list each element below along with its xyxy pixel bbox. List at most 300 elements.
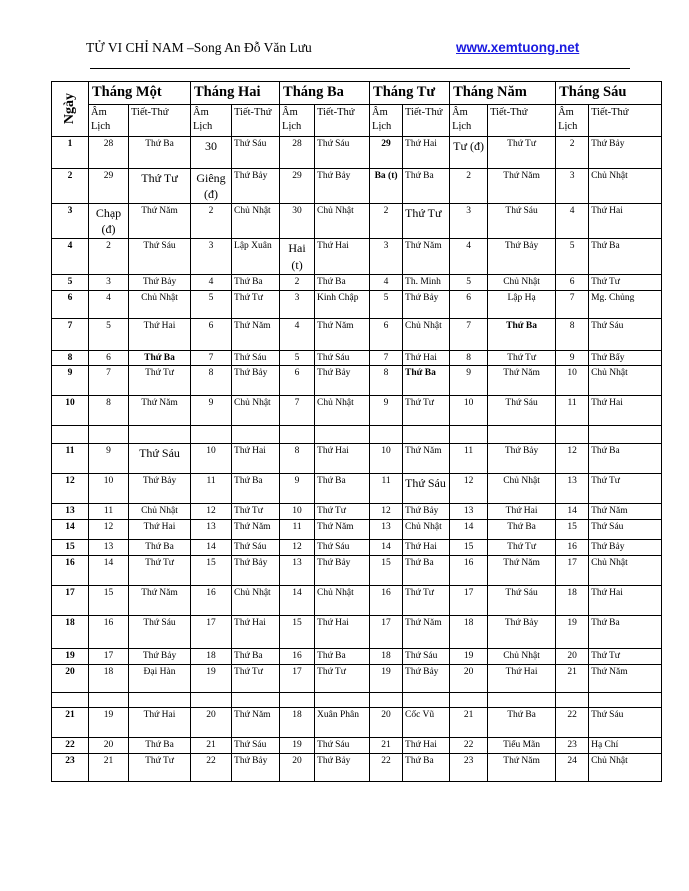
term-weekday-cell: Chủ Nhật: [488, 474, 556, 504]
empty-cell: [450, 692, 488, 707]
lunar-date-cell: 29: [89, 168, 129, 203]
table-row: [52, 753, 662, 781]
lunar-date-cell: 6: [280, 366, 315, 396]
term-weekday-cell: Thứ Bẩy: [589, 350, 662, 366]
lunar-date-cell: 16: [191, 585, 232, 615]
lunar-date-cell: 20: [89, 737, 129, 753]
lunar-date-cell: 30: [191, 136, 232, 168]
lunar-date-cell: 14: [370, 540, 403, 556]
term-weekday-cell: Thứ Năm: [315, 520, 370, 540]
lunar-date-cell: 14: [450, 520, 488, 540]
term-weekday-cell: Thứ Sáu: [589, 520, 662, 540]
lunar-date-header: Âm Lịch: [280, 104, 315, 136]
empty-cell: [89, 692, 129, 707]
lunar-date-cell: 18: [280, 707, 315, 737]
lunar-date-cell: 2: [556, 136, 589, 168]
day-number-cell: 21: [52, 707, 89, 737]
day-number-cell: 9: [52, 366, 89, 396]
lunar-date-cell: 20: [191, 707, 232, 737]
lunar-date-cell: 12: [450, 474, 488, 504]
lunar-date-cell: 8: [191, 366, 232, 396]
website-link[interactable]: www.xemtuong.net: [456, 40, 580, 55]
term-weekday-cell: Thứ Năm: [488, 753, 556, 781]
term-weekday-cell: Thứ Hai: [315, 615, 370, 648]
spacer-row: [52, 426, 662, 444]
term-weekday-cell: Chủ Nhật: [403, 520, 450, 540]
lunar-date-cell: 20: [280, 753, 315, 781]
term-weekday-cell: Thứ Bảy: [589, 540, 662, 556]
empty-cell: [556, 692, 589, 707]
lunar-date-cell: 7: [450, 318, 488, 350]
lunar-date-cell: 13: [89, 540, 129, 556]
lunar-date-cell: 19: [450, 648, 488, 664]
term-weekday-cell: Thứ Sáu: [315, 136, 370, 168]
term-weekday-cell: Thứ Năm: [403, 615, 450, 648]
term-weekday-cell: Chủ Nhật: [129, 290, 191, 318]
term-weekday-cell: Thứ Năm: [232, 318, 280, 350]
term-weekday-cell: Chủ Nhật: [315, 396, 370, 426]
term-weekday-cell: Thứ Năm: [488, 168, 556, 203]
table-row: [52, 274, 662, 290]
lunar-date-cell: 6: [370, 318, 403, 350]
term-weekday-cell: Thứ Sáu: [589, 707, 662, 737]
solar-term-weekday-header: Tiết-Thứ: [315, 104, 370, 136]
lunar-date-cell: 19: [191, 664, 232, 692]
lunar-date-header: Âm Lịch: [89, 104, 129, 136]
lunar-date-cell: 9: [280, 474, 315, 504]
term-weekday-cell: Thứ Sáu: [232, 136, 280, 168]
term-weekday-cell: Thứ Ba: [403, 753, 450, 781]
lunar-date-header: Âm Lịch: [556, 104, 589, 136]
lunar-date-cell: 14: [280, 585, 315, 615]
term-weekday-cell: Thứ Bảy: [129, 274, 191, 290]
term-weekday-cell: Thứ Hai: [403, 737, 450, 753]
empty-cell: [370, 426, 403, 444]
lunar-date-cell: 9: [556, 350, 589, 366]
term-weekday-cell: Tiểu Mãn: [488, 737, 556, 753]
term-weekday-cell: Mg. Chủng: [589, 290, 662, 318]
term-weekday-cell: Thứ Bảy: [589, 136, 662, 168]
table-row: [52, 615, 662, 648]
term-weekday-cell: Thứ Hai: [232, 444, 280, 474]
term-weekday-cell: Thứ Sáu: [129, 239, 191, 274]
empty-cell: [450, 426, 488, 444]
lunar-date-cell: 8: [450, 350, 488, 366]
term-weekday-cell: Chủ Nhật: [589, 753, 662, 781]
term-weekday-cell: Thứ Bảy: [315, 753, 370, 781]
term-weekday-cell: Thứ Ba: [403, 366, 450, 396]
lunar-date-cell: 6: [89, 350, 129, 366]
lunar-date-cell: 17: [370, 615, 403, 648]
term-weekday-cell: Chủ Nhật: [315, 203, 370, 238]
term-weekday-cell: Thứ Năm: [232, 520, 280, 540]
empty-cell: [191, 692, 232, 707]
month-header-5: Tháng Năm: [450, 82, 556, 105]
term-weekday-cell: Thứ Ba: [129, 737, 191, 753]
lunar-date-cell: 4: [191, 274, 232, 290]
lunar-date-cell: 2: [370, 203, 403, 238]
term-weekday-cell: Thứ Năm: [403, 239, 450, 274]
term-weekday-cell: Thứ Năm: [232, 707, 280, 737]
term-weekday-cell: Thứ Hai: [232, 615, 280, 648]
lunar-date-cell: 16: [556, 540, 589, 556]
term-weekday-cell: Thứ Ba: [589, 239, 662, 274]
lunar-date-cell: 17: [89, 648, 129, 664]
table-row: [52, 585, 662, 615]
term-weekday-cell: Thứ Hai: [129, 707, 191, 737]
day-number-cell: 17: [52, 585, 89, 615]
table-row: [52, 648, 662, 664]
lunar-date-cell: Giêng (đ): [191, 168, 232, 203]
term-weekday-cell: Thứ Ba: [232, 274, 280, 290]
term-weekday-cell: Thứ Bảy: [403, 664, 450, 692]
lunar-date-cell: 9: [450, 366, 488, 396]
empty-cell: [556, 426, 589, 444]
lunar-date-cell: 17: [280, 664, 315, 692]
lunar-date-cell: 17: [191, 615, 232, 648]
lunar-date-cell: 6: [556, 274, 589, 290]
term-weekday-cell: Thứ Bảy: [403, 504, 450, 520]
term-weekday-cell: Thứ Ba: [488, 707, 556, 737]
term-weekday-cell: Thứ Sáu: [232, 737, 280, 753]
term-weekday-cell: Chủ Nhật: [488, 648, 556, 664]
empty-cell: [280, 692, 315, 707]
day-number-cell: 14: [52, 520, 89, 540]
empty-cell: [129, 692, 191, 707]
lunar-date-cell: 12: [280, 540, 315, 556]
lunar-date-cell: 11: [556, 396, 589, 426]
term-weekday-cell: Thứ Năm: [589, 504, 662, 520]
table-row: [52, 318, 662, 350]
lunar-date-cell: 8: [556, 318, 589, 350]
term-weekday-cell: Thứ Bảy: [315, 555, 370, 585]
lunar-date-cell: 15: [191, 555, 232, 585]
day-number-cell: 3: [52, 203, 89, 238]
lunar-date-cell: 20: [450, 664, 488, 692]
term-weekday-cell: Thứ Hai: [488, 664, 556, 692]
lunar-date-cell: 22: [556, 707, 589, 737]
lunar-date-cell: 10: [370, 444, 403, 474]
day-number-cell: 15: [52, 540, 89, 556]
day-number-cell: 5: [52, 274, 89, 290]
lunar-date-cell: 18: [450, 615, 488, 648]
lunar-date-cell: 30: [280, 203, 315, 238]
term-weekday-cell: Thứ Ba: [589, 444, 662, 474]
term-weekday-cell: Thứ Bảy: [232, 555, 280, 585]
lunar-date-header: Âm Lịch: [450, 104, 488, 136]
term-weekday-cell: Thứ Tư: [232, 290, 280, 318]
month-header-3: Tháng Ba: [280, 82, 370, 105]
empty-cell: [589, 426, 662, 444]
empty-cell: [129, 426, 191, 444]
empty-cell: [232, 426, 280, 444]
term-weekday-cell: Thứ Sáu: [232, 350, 280, 366]
term-weekday-cell: Thứ Tư: [403, 396, 450, 426]
lunar-date-cell: 21: [89, 753, 129, 781]
term-weekday-cell: Thứ Sáu: [488, 203, 556, 238]
lunar-date-cell: 8: [280, 444, 315, 474]
table-row: [52, 444, 662, 474]
lunar-date-cell: 9: [370, 396, 403, 426]
lunar-date-cell: 12: [556, 444, 589, 474]
day-number-cell: 16: [52, 555, 89, 585]
lunar-date-cell: 4: [556, 203, 589, 238]
term-weekday-cell: Thứ Hai: [589, 585, 662, 615]
lunar-date-cell: 10: [280, 504, 315, 520]
term-weekday-cell: Thứ Bảy: [488, 239, 556, 274]
lunar-date-cell: 12: [89, 520, 129, 540]
day-number-cell: 18: [52, 615, 89, 648]
term-weekday-cell: Thứ Năm: [315, 318, 370, 350]
lunar-date-cell: 11: [370, 474, 403, 504]
lunar-date-cell: Hai (t): [280, 239, 315, 274]
term-weekday-cell: Thứ Ba: [129, 350, 191, 366]
month-header-4: Tháng Tư: [370, 82, 450, 105]
lunar-date-cell: 21: [370, 737, 403, 753]
term-weekday-cell: Thứ Hai: [403, 136, 450, 168]
spacer-row: [52, 692, 662, 707]
lunar-date-cell: 3: [191, 239, 232, 274]
table-row: [52, 168, 662, 203]
lunar-date-cell: 23: [450, 753, 488, 781]
lunar-date-cell: 3: [89, 274, 129, 290]
term-weekday-cell: Thứ Tư: [129, 168, 191, 203]
term-weekday-cell: Thứ Tư: [589, 648, 662, 664]
lunar-date-cell: 7: [191, 350, 232, 366]
day-number-cell: 12: [52, 474, 89, 504]
term-weekday-cell: Thứ Tư: [315, 664, 370, 692]
lunar-date-cell: 11: [450, 444, 488, 474]
lunar-date-cell: 3: [370, 239, 403, 274]
lunar-date-cell: 5: [280, 350, 315, 366]
table-row: [52, 664, 662, 692]
term-weekday-cell: Thứ Ba: [403, 168, 450, 203]
empty-cell: [280, 426, 315, 444]
lunar-date-cell: 7: [89, 366, 129, 396]
term-weekday-cell: Thứ Ba: [129, 540, 191, 556]
term-weekday-cell: Thứ Bảy: [403, 290, 450, 318]
term-weekday-cell: Chủ Nhật: [589, 168, 662, 203]
month-header-1: Tháng Một: [89, 82, 191, 105]
table-row: [52, 504, 662, 520]
lunar-date-cell: 4: [89, 290, 129, 318]
table-row: [52, 350, 662, 366]
lunar-date-cell: 11: [191, 474, 232, 504]
lunar-date-cell: 15: [370, 555, 403, 585]
lunar-date-cell: 14: [89, 555, 129, 585]
term-weekday-cell: Hạ Chí: [589, 737, 662, 753]
day-number-cell: 4: [52, 239, 89, 274]
lunar-date-cell: 28: [280, 136, 315, 168]
solar-term-weekday-header: Tiết-Thứ: [129, 104, 191, 136]
term-weekday-cell: Lập Hạ: [488, 290, 556, 318]
term-weekday-cell: Chủ Nhật: [403, 318, 450, 350]
lunar-date-cell: 16: [89, 615, 129, 648]
lunar-date-cell: 10: [89, 474, 129, 504]
term-weekday-cell: Thứ Ba: [315, 274, 370, 290]
day-number-cell: 19: [52, 648, 89, 664]
lunar-date-cell: 14: [556, 504, 589, 520]
term-weekday-cell: Thứ Tư: [129, 366, 191, 396]
empty-cell: [488, 692, 556, 707]
term-weekday-cell: Thứ Ba: [488, 520, 556, 540]
term-weekday-cell: Thứ Sáu: [129, 615, 191, 648]
empty-cell: [403, 426, 450, 444]
lunar-date-cell: 7: [370, 350, 403, 366]
term-weekday-cell: Thứ Ba: [488, 318, 556, 350]
lunar-calendar-table: [51, 81, 662, 782]
lunar-date-cell: 4: [370, 274, 403, 290]
term-weekday-cell: Chủ Nhật: [589, 366, 662, 396]
solar-term-weekday-header: Tiết-Thứ: [232, 104, 280, 136]
term-weekday-cell: Thứ Ba: [232, 474, 280, 504]
term-weekday-cell: Thứ Sáu: [315, 350, 370, 366]
day-number-cell: 22: [52, 737, 89, 753]
day-number-cell: 20: [52, 664, 89, 692]
lunar-date-cell: 5: [89, 318, 129, 350]
lunar-date-cell: 9: [89, 444, 129, 474]
lunar-date-cell: 7: [556, 290, 589, 318]
table-row: [52, 707, 662, 737]
lunar-date-cell: 10: [450, 396, 488, 426]
lunar-date-cell: Tư (đ): [450, 136, 488, 168]
lunar-date-cell: 15: [450, 540, 488, 556]
lunar-date-cell: 28: [89, 136, 129, 168]
lunar-date-cell: 24: [556, 753, 589, 781]
lunar-date-cell: 19: [370, 664, 403, 692]
day-number-cell: 8: [52, 350, 89, 366]
lunar-date-cell: 8: [89, 396, 129, 426]
lunar-date-cell: 6: [191, 318, 232, 350]
term-weekday-cell: Thứ Tư: [589, 474, 662, 504]
table-row: [52, 396, 662, 426]
lunar-date-cell: 5: [556, 239, 589, 274]
lunar-date-header: Âm Lịch: [370, 104, 403, 136]
empty-cell: [403, 692, 450, 707]
lunar-date-cell: 17: [450, 585, 488, 615]
month-header-2: Tháng Hai: [191, 82, 280, 105]
lunar-date-cell: 4: [280, 318, 315, 350]
lunar-date-cell: 2: [280, 274, 315, 290]
lunar-date-cell: 5: [370, 290, 403, 318]
lunar-date-header: Âm Lịch: [191, 104, 232, 136]
term-weekday-cell: Thứ Hai: [488, 504, 556, 520]
lunar-date-cell: Ba (t): [370, 168, 403, 203]
table-row: [52, 520, 662, 540]
empty-cell: [488, 426, 556, 444]
lunar-date-cell: 9: [191, 396, 232, 426]
lunar-date-cell: 5: [191, 290, 232, 318]
lunar-date-cell: 22: [450, 737, 488, 753]
day-number-cell: 7: [52, 318, 89, 350]
term-weekday-cell: Thứ Tư: [403, 203, 450, 238]
lunar-date-cell: 18: [370, 648, 403, 664]
header-divider: [90, 68, 630, 69]
lunar-date-cell: 20: [556, 648, 589, 664]
term-weekday-cell: Thứ Hai: [589, 396, 662, 426]
table-row: [52, 239, 662, 274]
lunar-date-cell: 16: [370, 585, 403, 615]
lunar-date-cell: 13: [280, 555, 315, 585]
term-weekday-cell: Thứ Sáu: [488, 396, 556, 426]
term-weekday-cell: Thứ Bảy: [232, 168, 280, 203]
term-weekday-cell: Xuân Phân: [315, 707, 370, 737]
term-weekday-cell: Chủ Nhật: [232, 396, 280, 426]
lunar-date-cell: 11: [89, 504, 129, 520]
lunar-date-cell: 7: [280, 396, 315, 426]
empty-cell: [191, 426, 232, 444]
lunar-date-cell: 3: [556, 168, 589, 203]
day-number-cell: 13: [52, 504, 89, 520]
lunar-date-cell: 3: [280, 290, 315, 318]
term-weekday-cell: Thứ Tư: [232, 664, 280, 692]
term-weekday-cell: Thứ Sáu: [488, 585, 556, 615]
lunar-date-cell: 21: [556, 664, 589, 692]
table-row: [52, 474, 662, 504]
term-weekday-cell: Thứ Năm: [589, 664, 662, 692]
term-weekday-cell: Thứ Ba: [315, 648, 370, 664]
lunar-date-cell: 10: [191, 444, 232, 474]
lunar-date-cell: 13: [191, 520, 232, 540]
term-weekday-cell: Thứ Năm: [403, 444, 450, 474]
term-weekday-cell: Thứ Sáu: [589, 318, 662, 350]
lunar-date-cell: 15: [556, 520, 589, 540]
term-weekday-cell: Thứ Sáu: [403, 474, 450, 504]
term-weekday-cell: Thứ Tư: [129, 555, 191, 585]
term-weekday-cell: Thứ Ba: [589, 615, 662, 648]
lunar-date-cell: 15: [280, 615, 315, 648]
lunar-date-cell: Chạp (đ): [89, 203, 129, 238]
lunar-date-cell: 11: [280, 520, 315, 540]
lunar-date-cell: 15: [89, 585, 129, 615]
lunar-date-cell: 19: [280, 737, 315, 753]
lunar-date-cell: 13: [556, 474, 589, 504]
lunar-date-cell: 20: [370, 707, 403, 737]
term-weekday-cell: Thứ Bảy: [232, 753, 280, 781]
term-weekday-cell: Thứ Năm: [488, 555, 556, 585]
lunar-date-cell: 21: [191, 737, 232, 753]
term-weekday-cell: Chủ Nhật: [315, 585, 370, 615]
empty-cell: [589, 692, 662, 707]
term-weekday-cell: Chủ Nhật: [232, 203, 280, 238]
table-row: [52, 555, 662, 585]
lunar-date-cell: 14: [191, 540, 232, 556]
lunar-date-cell: 22: [370, 753, 403, 781]
lunar-date-cell: 12: [191, 504, 232, 520]
empty-cell: [315, 692, 370, 707]
term-weekday-cell: Chủ Nhật: [589, 555, 662, 585]
month-header-6: Tháng Sáu: [556, 82, 662, 105]
table-row: [52, 540, 662, 556]
table-row: [52, 136, 662, 168]
term-weekday-cell: Thứ Tư: [403, 585, 450, 615]
lunar-date-cell: 29: [280, 168, 315, 203]
lunar-date-cell: 18: [556, 585, 589, 615]
term-weekday-cell: Thứ Bảy: [315, 366, 370, 396]
lunar-date-cell: 13: [450, 504, 488, 520]
lunar-date-cell: 4: [450, 239, 488, 274]
term-weekday-cell: Thứ Ba: [129, 136, 191, 168]
term-weekday-cell: Đại Hàn: [129, 664, 191, 692]
lunar-date-cell: 2: [89, 239, 129, 274]
lunar-date-cell: 19: [556, 615, 589, 648]
term-weekday-cell: Thứ Ba: [403, 555, 450, 585]
term-weekday-cell: Thứ Ba: [315, 474, 370, 504]
lunar-date-cell: 8: [370, 366, 403, 396]
term-weekday-cell: Thứ Tư: [589, 274, 662, 290]
table-row: [52, 203, 662, 238]
lunar-date-cell: 12: [370, 504, 403, 520]
